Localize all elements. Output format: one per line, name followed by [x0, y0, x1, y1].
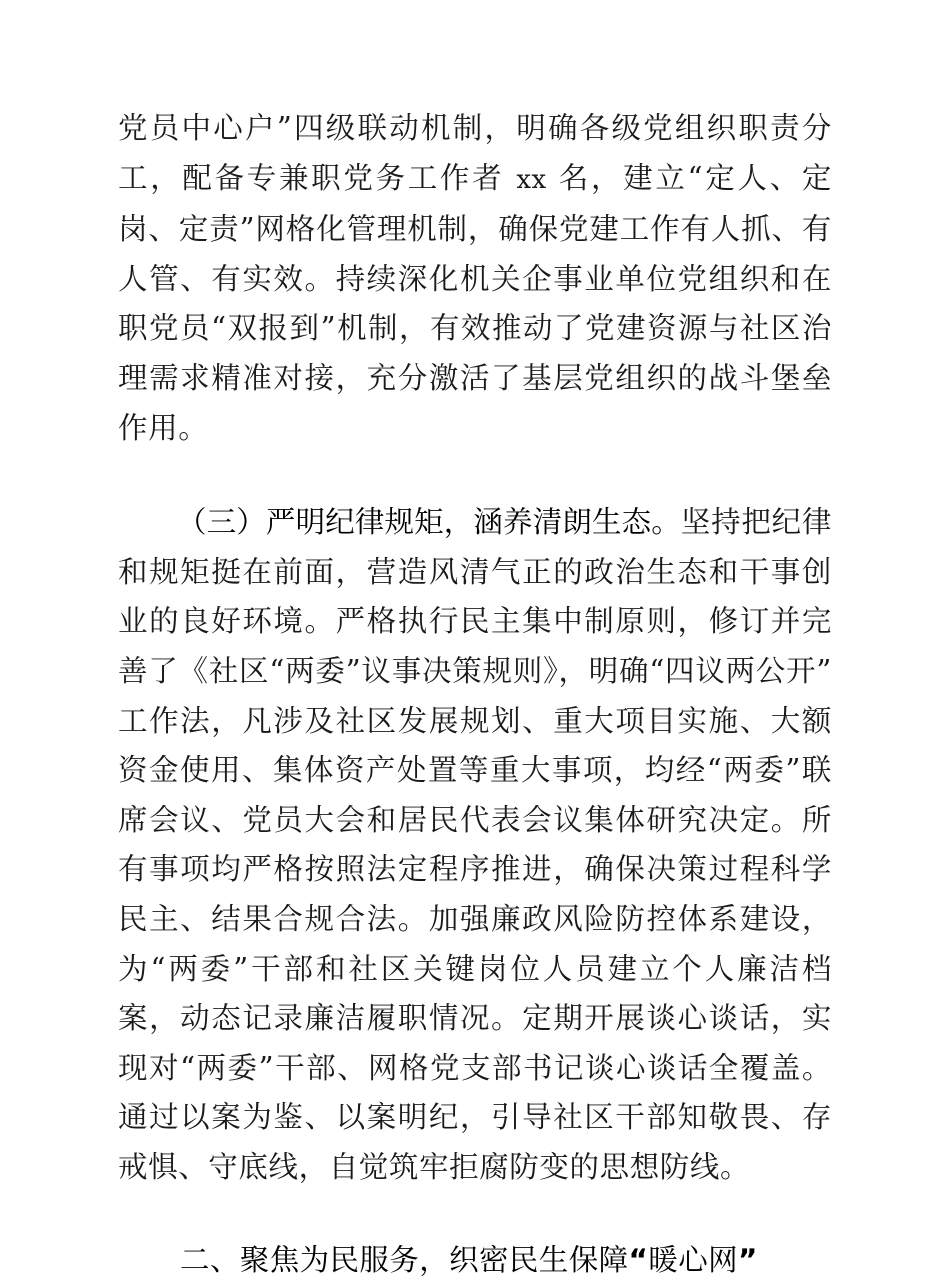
page-text-column	[118, 104, 832, 1286]
paragraph-text-run-2: 名，建立“定人、定岗、定责”网格化管理机制，确保党建工作有人抓、有人管、有实效。持续深化机关企事业单位党组织和在职党员“双报到”机制，有效推动了党建资源与社区治理需求精准对接，充分激活了基层党组织的战斗堡垒作用。	[118, 160, 832, 445]
heading-section-two: 二、聚焦为民服务，织密民生保障“暖心网”	[180, 1243, 758, 1278]
placeholder-number-xx: xx	[516, 164, 547, 195]
paragraph-spacer	[118, 453, 832, 498]
paragraph-party-building-grid	[118, 104, 832, 453]
paragraph-text-run-1: 党员中心户”四级联动机制，明确各级党组织职责分工，配备专兼职党务工作者	[118, 111, 832, 195]
subheading-run-discipline-rules: （三）严明纪律规矩，涵养清朗生态。	[177, 505, 681, 540]
paragraph-body-run-discipline-rules: 坚持把纪律和规矩挺在前面，营造风清气正的政治生态和干事创业的良好环境。严格执行民主集中制原则，修订并完善了《社区“两委”议事决策规则》，明确“四议两公开”工作法，凡涉及社区发展规划、重大项目实施、大额资金使用、集体资产处置等重大事项，均经“两委”联席会议、党员大会和居民代表会议集体研究决定。所有事项均严格按照法定程序推进，确保决策过程科学民主、结果合规合法。加强廉政风险防控体系建设，为“两委”干部和社区关键岗位人员建立个人廉洁档案，动态记录廉洁履职情况。定期开展谈心谈话，实现对“两委”干部、网格党支部书记谈心谈话全覆盖。通过以案为鉴、以案明纪，引导社区干部知敬畏、存戒惧、守底线，自觉筑牢拒腐防变的思想防线。	[118, 505, 832, 1184]
paragraph-discipline-rules	[118, 498, 832, 1192]
heading-spacer	[118, 1192, 832, 1236]
